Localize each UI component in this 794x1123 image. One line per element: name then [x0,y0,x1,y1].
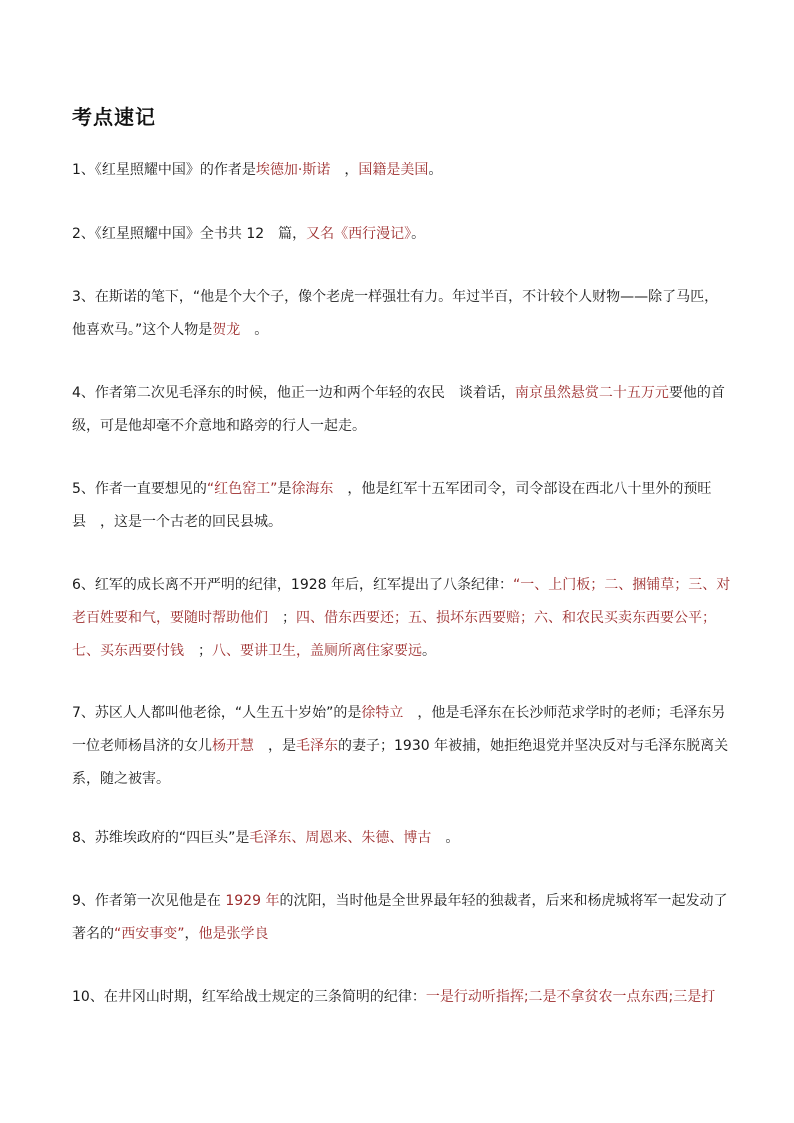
question-text: ，是 [254,738,296,754]
question-text: 3、在斯诺的笔下，“他是个大个子，像个老虎一样强壮有力。年过半百，不计较个人财物——除了马匹，他喜欢马。”这个人物是 [72,289,719,338]
answer-text: 毛泽东 [296,738,338,754]
question-text: 2、《红星照耀中国》全书共 12 篇， [72,226,307,242]
answer-text: 埃德加·斯诺 [255,162,331,178]
list-item-1 [72,154,732,187]
page-title: 考点速记 [72,105,156,129]
answer-text: 八、要讲卫生，盖厕所离住家要远 [212,643,422,659]
answer-text: “西安事变” [114,926,185,942]
answer-text: “红色窑工” [206,481,278,497]
question-text: ，他是毛泽东在长沙师范求学时的老师；毛泽东另一位老师杨昌济的女儿 [72,705,726,754]
question-text: 。 [422,643,436,659]
question-text: 7、苏区人人都叫他老徐，“人生五十岁始”的是 [72,705,362,721]
answer-text: 徐海东 [291,481,334,497]
question-text: 1、《红星照耀中国》的作者是 [72,162,256,178]
question-text: ， [330,162,359,178]
answer-text: 贺龙 [212,322,241,338]
answer-text: 杨开慧 [212,738,254,754]
list-item-4 [72,377,732,443]
answer-text: 又名《西行漫记》 [306,226,412,242]
question-text: 10、在井冈山时期，红军给战士规定的三条简明的纪律： [72,989,426,1005]
question-text: 的沈阳，当时他是全世界最年轻的独裁者，后来和杨虎城将军一起发动了著名的 [72,893,728,942]
question-text: 9、作者第一次见他是在 [72,893,226,909]
answer-text: 四、借东西要还；五、损坏东西要赔；六、和农民买卖东西要公平；七、买东西要付钱 [72,610,716,659]
question-text: 。 [240,322,269,338]
question-text: 8、苏维埃政府的“四巨头”是 [72,830,250,846]
list-item-5 [72,473,732,539]
answer-text: 他是张学良 [198,926,269,942]
question-text: ， [184,926,199,942]
question-text: 是 [277,481,292,497]
list-item-9 [72,885,732,951]
question-text: 。 [431,830,460,846]
question-text: 5、作者一直要想见的 [72,481,207,497]
question-text: 。 [411,226,426,242]
question-text: 。 [428,162,443,178]
question-text: 要他的首级，可是他却毫不介意地和路旁的行人一起走。 [72,385,725,434]
question-text: 4、作者第二次见毛泽东的时候，他正一边和两个年轻的农民 谈着话， [72,385,515,401]
list-item-10 [72,981,732,1014]
answer-text: 1929 年 [225,893,280,909]
answer-text: 南京虽然悬赏二十五万元 [514,385,669,401]
list-item-8 [72,822,732,855]
answer-text: 一是行动听指挥;二是不拿贫农一点东西;三是打 [425,989,716,1005]
answer-text: “一、上门板；二、捆铺草；三、对老百姓要和气，要随时帮助他们 [72,577,731,626]
list-item-3 [72,281,732,347]
list-item-2 [72,218,732,251]
question-text: ； [268,610,296,626]
answer-text: 毛泽东、周恩来、朱德、博古 [249,830,432,846]
question-text: ； [184,643,212,659]
answer-text: 徐特立 [361,705,404,721]
list-item-6 [72,569,732,668]
question-text: 6、红军的成长离不开严明的纪律，1928 年后，红军提出了八条纪律： [72,577,513,593]
question-text: 的妻子；1930 年被捕，她拒绝退党并坚决反对与毛泽东脱离关系，随之被害。 [72,738,729,787]
list-item-7 [72,697,732,796]
answer-text: 国籍是美国 [358,162,429,178]
question-text: ，他是红军十五军团司令，司令部设在西北八十里外的预旺县 ，这是一个古老的回民县城。 [72,481,712,530]
